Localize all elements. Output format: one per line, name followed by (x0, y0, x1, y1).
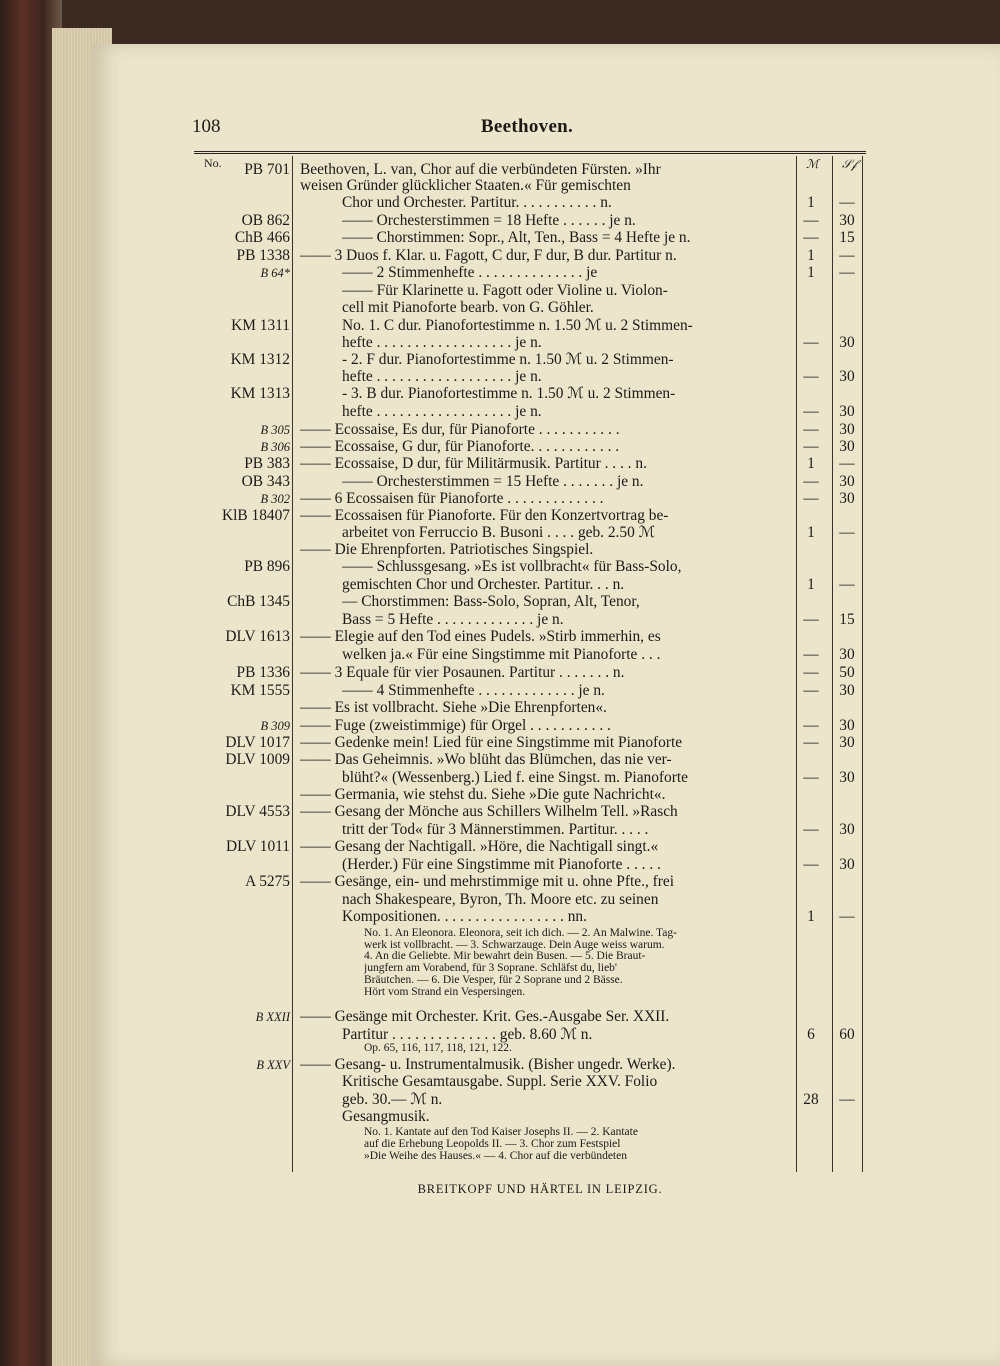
entry-text: blüht?« (Wessenberg.) Lied f. eine Singst. m. Pianoforte (342, 769, 688, 786)
catalog-number: KM 1311 (231, 317, 290, 334)
catalog-line (0, 194, 1000, 212)
entry-text: hefte . . . . . . . . . . . . . . . . . . je n. (342, 403, 542, 420)
entry-text: Chor und Orchester. Partitur. . . . . . . . . . . n. (342, 194, 612, 211)
entry-text: —— 3 Duos f. Klar. u. Fagott, C dur, F dur, B dur. Partitur n. (300, 247, 677, 264)
entry-text: —— Es ist vollbracht. Siehe »Die Ehrenpforten«. (300, 699, 607, 716)
entry-text: —— Orchesterstimmen = 15 Hefte . . . . . . . je n. (342, 473, 644, 490)
price-mark: 1 (807, 576, 815, 593)
catalog-number: B 305 (260, 423, 290, 437)
entry-text: —— Elegie auf den Tod eines Pudels. »Stirb immerhin, es (300, 628, 661, 645)
catalog-line (0, 1091, 1000, 1109)
price-pfennig: 30 (839, 438, 855, 455)
price-mark: 1 (807, 247, 815, 264)
entry-text: Gesangmusik. (342, 1108, 430, 1125)
entry-text: auf die Erhebung Leopolds II. — 3. Chor zum Festspiel (364, 1138, 621, 1150)
price-pfennig: 30 (839, 212, 855, 229)
price-pfennig: 30 (839, 734, 855, 751)
catalog-number: OB 343 (241, 473, 290, 490)
price-pfennig: 30 (839, 717, 855, 734)
header-rule (194, 151, 866, 154)
entry-text: cell mit Pianoforte bearb. von G. Göhler. (342, 299, 594, 316)
price-mark: — (803, 682, 819, 699)
catalog-number: B XXV (256, 1058, 290, 1072)
entry-text: Hört vom Strand ein Vespersingen. (364, 986, 526, 998)
catalog-line (0, 317, 1000, 335)
entry-text: 4. An die Geliebte. Mir bewahrt dein Busen. — 5. Die Braut- (364, 950, 646, 962)
catalog-line (0, 908, 1000, 926)
catalog-line (0, 507, 1000, 525)
catalog-line (0, 646, 1000, 664)
catalog-number: KM 1555 (230, 682, 290, 699)
entry-text: —— Gesang der Nachtigall. »Höre, die Nachtigall singt.« (300, 838, 659, 855)
entry-text: Kompositionen. . . . . . . . . . . . . . . . . nn. (342, 908, 587, 925)
catalog-number: PB 1336 (236, 664, 290, 681)
catalog-line (0, 541, 1000, 559)
entry-text: »Die Weihe des Hauses.« — 4. Chor auf die verbündeten (364, 1150, 627, 1162)
catalog-line (0, 856, 1000, 874)
price-mark: 1 (807, 455, 815, 472)
catalog-number: KM 1312 (230, 351, 290, 368)
entry-text: —— Chorstimmen: Sopr., Alt, Ten., Bass = 4 Hefte je n. (342, 229, 691, 246)
entry-text: —— 6 Ecossaisen für Pianoforte . . . . . . . . . . . . . (300, 490, 604, 507)
price-pfennig: — (839, 1091, 855, 1108)
price-pfennig: 15 (839, 229, 855, 246)
catalog-number: ChB 466 (234, 229, 290, 246)
running-head: Beethoven. (480, 116, 574, 137)
catalog-line (0, 368, 1000, 386)
price-mark: — (803, 473, 819, 490)
entry-text: No. 1. Kantate auf den Tod Kaiser Josephs II. — 2. Kantate (364, 1126, 638, 1138)
catalog-line (0, 1150, 1000, 1163)
entry-text: Partitur . . . . . . . . . . . . . . geb. 8.60 ℳ n. (342, 1026, 593, 1043)
catalog-line (0, 838, 1000, 856)
catalog-line (0, 611, 1000, 629)
entry-text: —— 4 Stimmenhefte . . . . . . . . . . . . . je n. (342, 682, 605, 699)
price-mark: — (803, 664, 819, 681)
price-pfennig: 30 (839, 856, 855, 873)
catalog-line (0, 524, 1000, 542)
publisher-footer: BREITKOPF UND HÄRTEL IN LEIPZIG. (417, 1182, 663, 1196)
catalog-line (0, 473, 1000, 491)
catalog-line (0, 229, 1000, 247)
catalog-line (0, 664, 1000, 682)
price-pfennig: 50 (839, 664, 855, 681)
catalog-number: DLV 1017 (225, 734, 290, 751)
entry-text: —— Für Klarinette u. Fagott oder Violine u. Violon- (342, 282, 668, 299)
entry-text: Bräutchen. — 6. Die Vesper, für 2 Soprane und 2 Bässe. (364, 974, 623, 986)
entry-text: werk ist vollbracht. — 3. Schwarzauge. Dein Auge weiss warum. (364, 939, 665, 951)
entry-text: No. 1. An Eleonora. Eleonora, seit ich dich. — 2. An Malwine. Tag- (364, 927, 677, 939)
entry-text: —— Ecossaise, G dur, für Pianoforte. . . . . . . . . . . . (300, 438, 620, 455)
entry-text: tritt der Tod« für 3 Männerstimmen. Partitur. . . . . (342, 821, 649, 838)
catalog-line (0, 576, 1000, 594)
catalog-line (0, 593, 1000, 611)
catalog-number: ChB 1345 (227, 593, 290, 610)
catalog-number: DLV 4553 (225, 803, 290, 820)
catalog-line (0, 264, 1000, 282)
price-pfennig: 30 (839, 421, 855, 438)
entry-text: nach Shakespeare, Byron, Th. Moore etc. zu seinen (342, 891, 659, 908)
price-pfennig: 30 (839, 490, 855, 507)
catalog-line (0, 821, 1000, 839)
catalog-line (0, 1008, 1000, 1026)
entry-text: - 2. F dur. Pianofortestimme n. 1.50 ℳ u. 2 Stimmen- (342, 351, 674, 368)
entry-text: welken ja.« Für eine Singstimme mit Pianoforte . . . (342, 646, 661, 663)
page-header (192, 116, 862, 146)
price-pfennig: 30 (839, 769, 855, 786)
price-pfennig: 30 (839, 368, 855, 385)
price-pfennig: 30 (839, 821, 855, 838)
price-mark: — (803, 334, 819, 351)
catalog-number: B 302 (260, 492, 290, 506)
entry-text: gemischten Chor und Orchester. Partitur. . . n. (342, 576, 625, 593)
entry-text: —— 3 Equale für vier Posaunen. Partitur . . . . . . . n. (300, 664, 625, 681)
entry-text: —— Germania, wie stehst du. Siehe »Die gute Nachricht«. (300, 786, 666, 803)
entry-text: arbeitet von Ferruccio B. Busoni . . . . geb. 2.50 ℳ (342, 524, 656, 541)
catalog-number: OB 862 (241, 212, 290, 229)
catalog-line (0, 769, 1000, 787)
entry-text: —— Gesang- u. Instrumentalmusik. (Bisher ungedr. Werke). (300, 1056, 676, 1073)
catalog-number: DLV 1613 (225, 628, 290, 645)
entry-text: Bass = 5 Hefte . . . . . . . . . . . . . je n. (342, 611, 564, 628)
price-pfennig: — (839, 524, 855, 541)
price-pfennig: 30 (839, 682, 855, 699)
entry-text: weisen Gründer glücklicher Staaten.« Für gemischten (300, 177, 631, 194)
column-label-pf: 𝒮𝒻 (842, 157, 857, 171)
entry-text: —— Ecossaise, D dur, für Militärmusik. Partitur . . . . n. (300, 455, 647, 472)
entry-text: —— Gedenke mein! Lied für eine Singstimme mit Pianoforte (300, 734, 683, 751)
catalog-line (0, 334, 1000, 352)
page-number: 108 (192, 116, 221, 137)
catalog-line (0, 751, 1000, 769)
catalog-line (0, 177, 1000, 195)
entry-text: —— Orchesterstimmen = 18 Hefte . . . . . . je n. (342, 212, 636, 229)
price-mark: 1 (807, 194, 815, 211)
catalog-line (0, 717, 1000, 735)
catalog-line (0, 403, 1000, 421)
catalog-line (0, 891, 1000, 909)
entry-text: —— Gesang der Mönche aus Schillers Wilhelm Tell. »Rasch (300, 803, 678, 820)
entry-text: —— Gesänge, ein- und mehrstimmige mit u. ohne Pfte., frei (300, 873, 674, 890)
price-mark: — (803, 769, 819, 786)
entry-text: geb. 30.— ℳ n. (342, 1091, 443, 1108)
price-pfennig: — (839, 455, 855, 472)
price-mark: — (803, 403, 819, 420)
entry-text: Op. 65, 116, 117, 118, 121, 122. (364, 1042, 512, 1054)
price-pfennig: — (839, 908, 855, 925)
entry-text: hefte . . . . . . . . . . . . . . . . . . je n. (342, 334, 542, 351)
catalog-line (0, 628, 1000, 646)
column-label-mark: ℳ (806, 157, 819, 171)
catalog-number: PB 701 (244, 161, 290, 178)
catalog-line (0, 1042, 1000, 1055)
catalog-number: KlB 18407 (222, 507, 290, 524)
price-pfennig: 30 (839, 646, 855, 663)
price-mark: — (803, 646, 819, 663)
catalog-line (0, 299, 1000, 317)
catalog-line (0, 455, 1000, 473)
price-mark: — (803, 717, 819, 734)
catalog-number: B 306 (260, 440, 290, 454)
catalog-line (0, 558, 1000, 576)
entry-text: — Chorstimmen: Bass-Solo, Sopran, Alt, Tenor, (342, 593, 640, 610)
price-mark: 1 (807, 524, 815, 541)
price-mark: 28 (803, 1091, 819, 1108)
entry-text: Kritische Gesamtausgabe. Suppl. Serie XXV. Folio (342, 1073, 658, 1090)
catalog-number: B 64* (260, 266, 290, 280)
price-pfennig: — (839, 264, 855, 281)
catalog-number: B XXII (255, 1010, 290, 1024)
price-mark: — (803, 212, 819, 229)
price-pfennig: 30 (839, 334, 855, 351)
entry-text: No. 1. C dur. Pianofortestimme n. 1.50 ℳ u. 2 Stimmen- (342, 317, 693, 334)
price-mark: — (803, 734, 819, 751)
entry-text: —— Die Ehrenpforten. Patriotisches Singspiel. (300, 541, 594, 558)
catalog-line (0, 247, 1000, 265)
price-pfennig: 30 (839, 403, 855, 420)
price-mark: — (803, 229, 819, 246)
catalog-number: B 309 (260, 719, 290, 733)
catalog-line (0, 1108, 1000, 1126)
catalog-line (0, 1073, 1000, 1091)
entry-text: Beethoven, L. van, Chor auf die verbündeten Fürsten. »Ihr (300, 161, 661, 178)
entry-text: —— Gesänge mit Orchester. Krit. Ges.-Ausgabe Ser. XXII. (300, 1008, 670, 1025)
price-pfennig: 30 (839, 473, 855, 490)
catalog-number: KM 1313 (230, 385, 290, 402)
catalog-line (0, 212, 1000, 230)
column-label-no: No. (204, 156, 222, 170)
entry-text: —— Das Geheimnis. »Wo blüht das Blümchen, das nie ver- (300, 751, 672, 768)
price-mark: 6 (807, 1026, 815, 1043)
catalog-line (0, 986, 1000, 999)
catalog-number: PB 1338 (236, 247, 290, 264)
catalog-line (0, 351, 1000, 369)
catalog-line (0, 873, 1000, 891)
entry-text: hefte . . . . . . . . . . . . . . . . . . je n. (342, 368, 542, 385)
price-mark: — (803, 490, 819, 507)
entry-text: —— Schlussgesang. »Es ist vollbracht« für Bass-Solo, (342, 558, 682, 575)
price-mark: 1 (807, 908, 815, 925)
catalog-line (0, 490, 1000, 508)
price-pfennig: 60 (839, 1026, 855, 1043)
catalog-line (0, 438, 1000, 456)
price-mark: — (803, 611, 819, 628)
price-mark: 1 (807, 264, 815, 281)
entry-text: —— Ecossaise, Es dur, für Pianoforte . . . . . . . . . . . (300, 421, 620, 438)
catalog-number: DLV 1011 (226, 838, 290, 855)
entry-text: - 3. B dur. Pianofortestimme n. 1.50 ℳ u. 2 Stimmen- (342, 385, 676, 402)
catalog-line (0, 699, 1000, 717)
price-pfennig: — (839, 247, 855, 264)
entry-text: —— 2 Stimmenhefte . . . . . . . . . . . . . . je (342, 264, 598, 281)
catalog-line (0, 1056, 1000, 1074)
price-pfennig: 15 (839, 611, 855, 628)
price-mark: — (803, 368, 819, 385)
catalog-number: DLV 1009 (225, 751, 290, 768)
catalog-line (0, 682, 1000, 700)
entry-text: —— Ecossaisen für Pianoforte. Für den Konzertvortrag be- (300, 507, 669, 524)
price-pfennig: — (839, 194, 855, 211)
catalog-number: A 5275 (245, 873, 290, 890)
price-mark: — (803, 821, 819, 838)
price-mark: — (803, 438, 819, 455)
entry-text: —— Fuge (zweistimmige) für Orgel . . . . . . . . . . . (300, 717, 611, 734)
catalog-line (0, 282, 1000, 300)
catalog-line (0, 734, 1000, 752)
price-mark: — (803, 421, 819, 438)
catalog-line (0, 421, 1000, 439)
catalog-line (0, 803, 1000, 821)
catalog-number: PB 383 (244, 455, 290, 472)
catalog-number: PB 896 (244, 558, 290, 575)
catalog-line (0, 786, 1000, 804)
catalog-line (0, 385, 1000, 403)
price-pfennig: — (839, 576, 855, 593)
price-mark: — (803, 856, 819, 873)
entry-text: (Herder.) Für eine Singstimme mit Pianoforte . . . . . (342, 856, 661, 873)
entry-text: jungfern am Vorabend, für 3 Soprane. Schläfst du, lieb' (364, 962, 617, 974)
